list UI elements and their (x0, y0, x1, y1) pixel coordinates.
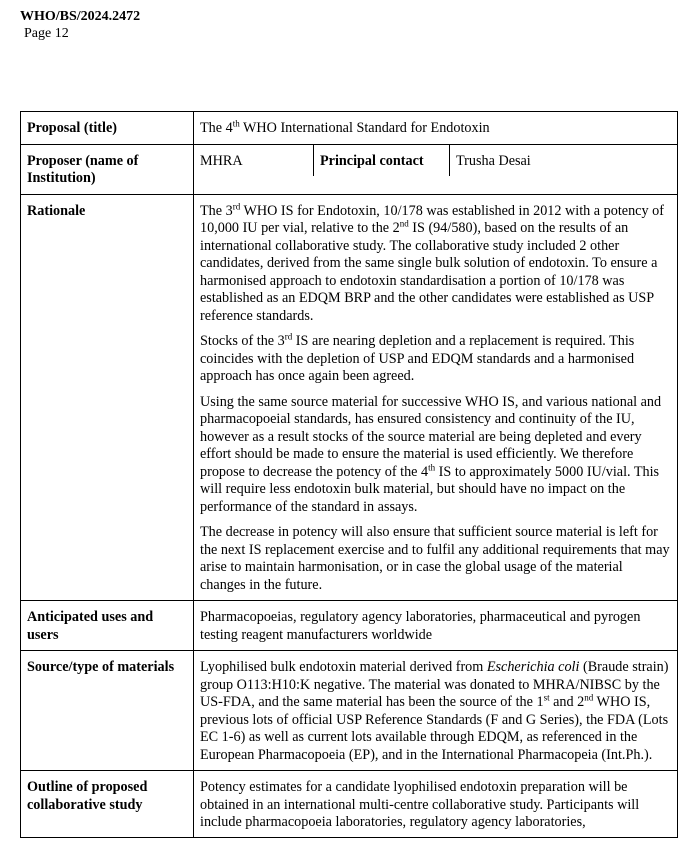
rationale-paragraph-1: The 3rd WHO IS for Endotoxin, 10/178 was established in 2012 with a potency of 10,000 IU per vial, relative to the 2nd IS (94/580), based on the results of an international collaborative study. The collaborative study included 2 other candidates, derived from the same single bulk solution of endotoxin. To ensure a harmonised approach to endotoxin standardisation a portion of 10/178 was established as an EDQM BRP and the other candidates were established as USP reference standards. (200, 200, 664, 324)
row-label-title: Proposal (title) (21, 112, 194, 145)
table-row-uses (21, 601, 678, 651)
page-number: Page 12 (24, 26, 69, 41)
outline-cell (194, 771, 678, 838)
table-row-title (21, 112, 678, 145)
rationale-paragraph-4: The decrease in potency will also ensure that sufficient source material is left for the next IS replacement exercise and to fulfil any additional requirements that may arise to maintain harmonisation, or in case the global usage of the material changes in the future. (200, 524, 670, 593)
page-header (20, 8, 140, 42)
proposer-cell (194, 144, 678, 194)
row-label-rationale: Rationale (21, 194, 194, 601)
rationale-text (194, 194, 678, 601)
proposer-institution: MHRA (194, 145, 314, 177)
principal-contact-label: Principal contact (314, 145, 450, 177)
outline-text: Potency estimates for a candidate lyophilised endotoxin preparation will be obtained in an international multi-centre collaborative study. Participants will include pharmacopoeia laboratories, regulatory agency laboratories, (200, 779, 640, 830)
row-label-uses: Anticipated uses and users (21, 601, 194, 651)
principal-contact-name: Trusha Desai (456, 152, 531, 169)
row-label-source: Source/type of materials (21, 651, 194, 771)
document-id: WHO/BS/2024.2472 (20, 9, 141, 24)
proposal-title: The 4th WHO International Standard for Endotoxin (194, 112, 678, 145)
table-row-rationale (21, 194, 678, 601)
table-row-proposer (21, 144, 678, 194)
proposal-table (20, 111, 678, 838)
source-text: Lyophilised bulk endotoxin material derived from Escherichia coli (Braude strain) group O113:H10:K negative. The material was donated to MHRA/NIBSC by the US-FDA, and the same material has been the source of the 1st and 2nd WHO IS, previous lots of official USP Reference Standards (F and G Series), the FDA (Lots EC 1-6) as well as current lots available through EDQM, as referenced in the European Pharmacopoeia (EP), and in the International Pharmacopeia (Int.Ph.). (194, 651, 678, 771)
rationale-paragraph-3: Using the same source material for successive WHO IS, and various national and pharmacopoeial standards, has ensured consistency and continuity of the IU, however as a result stocks of the source material are being depleted and every effort should be made to ensure the material is used efficiently. We therefore propose to decrease the potency of the 4th IS to approximately 5000 IU/vial. This will require less endotoxin bulk material, but should have no impact on the performance of the standard in assays. (200, 393, 662, 515)
rationale-paragraph-2: Stocks of the 3rd IS are nearing depletion and a replacement is required. This coincides with the depletion of USP and EDQM standards and a harmonised approach has once again been agreed. (200, 331, 635, 384)
row-label-outline: Outline of proposed collaborative study (21, 771, 194, 838)
table-row-source (21, 651, 678, 771)
table-row-outline (21, 771, 678, 838)
uses-text: Pharmacopoeias, regulatory agency laboratories, pharmaceutical and pyrogen testing reagent manufacturers worldwide (194, 601, 678, 651)
row-label-proposer: Proposer (name of Institution) (21, 144, 194, 194)
